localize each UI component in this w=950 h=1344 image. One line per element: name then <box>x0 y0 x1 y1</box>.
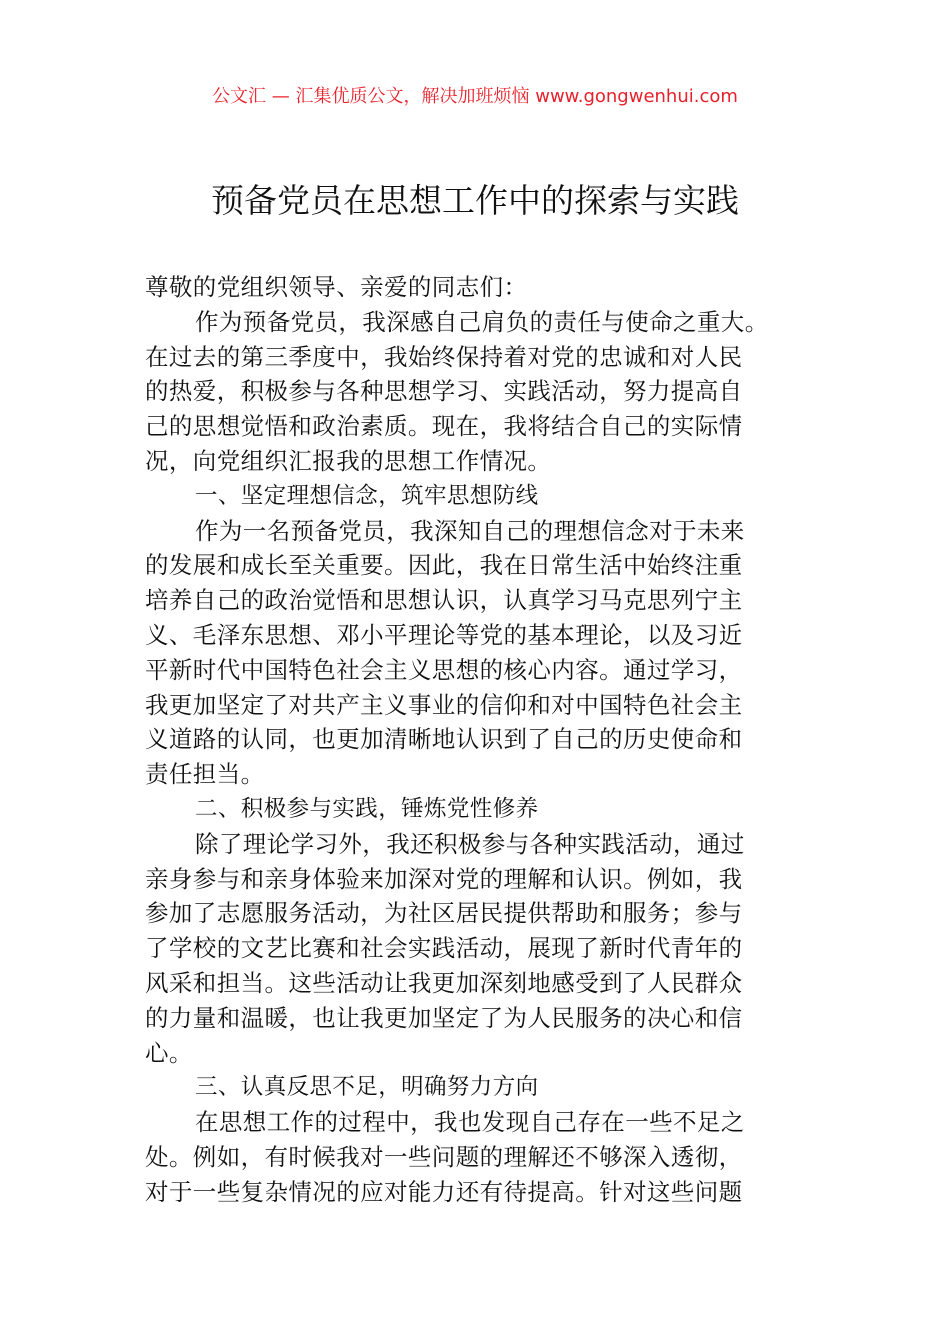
paragraph-line: 风采和担当。这些活动让我更加深刻地感受到了人民群众 <box>145 968 743 997</box>
paragraph-line: 的发展和成长至关重要。因此，我在日常生活中始终注重 <box>145 551 743 580</box>
paragraph-line: 尊敬的党组织领导、亲爱的同志们： <box>145 273 528 301</box>
paragraph-line: 义、毛泽东思想、邓小平理论等党的基本理论，以及习近 <box>145 620 743 649</box>
section-heading: 一、坚定理想信念，筑牢思想防线 <box>195 482 539 509</box>
paragraph-line: 的热爱，积极参与各种思想学习、实践活动，努力提高自 <box>145 377 743 406</box>
paragraph-line: 责任担当。 <box>145 760 265 789</box>
paragraph-line: 我更加坚定了对共产主义事业的信仰和对中国特色社会主 <box>145 690 743 719</box>
paragraph-line: 亲身参与和亲身体验来加深对党的理解和认识。例如，我 <box>145 864 743 893</box>
paragraph-line: 己的思想觉悟和政治素质。现在，我将结合自己的实际情 <box>145 412 743 441</box>
paragraph-line: 参加了志愿服务活动，为社区居民提供帮助和服务；参与 <box>145 899 743 928</box>
watermark-header: 公文汇 — 汇集优质公文，解决加班烦恼 www.gongwenhui.com <box>212 86 738 107</box>
paragraph-line: 况，向党组织汇报我的思想工作情况。 <box>145 446 552 475</box>
document-title: 预备党员在思想工作中的探索与实践 <box>211 181 739 220</box>
paragraph-line: 心。 <box>145 1038 193 1067</box>
paragraph-line: 平新时代中国特色社会主义思想的核心内容。通过学习， <box>145 655 743 684</box>
paragraph-line: 在思想工作的过程中，我也发现自己存在一些不足之 <box>195 1108 745 1137</box>
paragraph-line: 作为预备党员，我深感自己肩负的责任与使命之重大。 <box>195 307 769 336</box>
paragraph-line: 除了理论学习外，我还积极参与各种实践活动，通过 <box>195 829 745 858</box>
paragraph-line: 在过去的第三季度中，我始终保持着对党的忠诚和对人民 <box>145 342 743 371</box>
paragraph-line: 的力量和温暖，也让我更加坚定了为人民服务的决心和信 <box>145 1003 743 1032</box>
paragraph-line: 培养自己的政治觉悟和思想认识，认真学习马克思列宁主 <box>145 586 743 615</box>
paragraph-line: 了学校的文艺比赛和社会实践活动，展现了新时代青年的 <box>145 934 743 963</box>
document-body <box>145 270 825 1210</box>
section-heading: 三、认真反思不足，明确努力方向 <box>195 1074 539 1101</box>
paragraph-line: 对于一些复杂情况的应对能力还有待提高。针对这些问题 <box>145 1177 743 1206</box>
section-heading: 二、积极参与实践，锤炼党性修养 <box>195 795 539 822</box>
paragraph-line: 作为一名预备党员，我深知自己的理想信念对于未来 <box>195 516 745 545</box>
paragraph-line: 处。例如，有时候我对一些问题的理解还不够深入透彻， <box>145 1142 743 1171</box>
paragraph-line: 义道路的认同，也更加清晰地认识到了自己的历史使命和 <box>145 725 743 754</box>
